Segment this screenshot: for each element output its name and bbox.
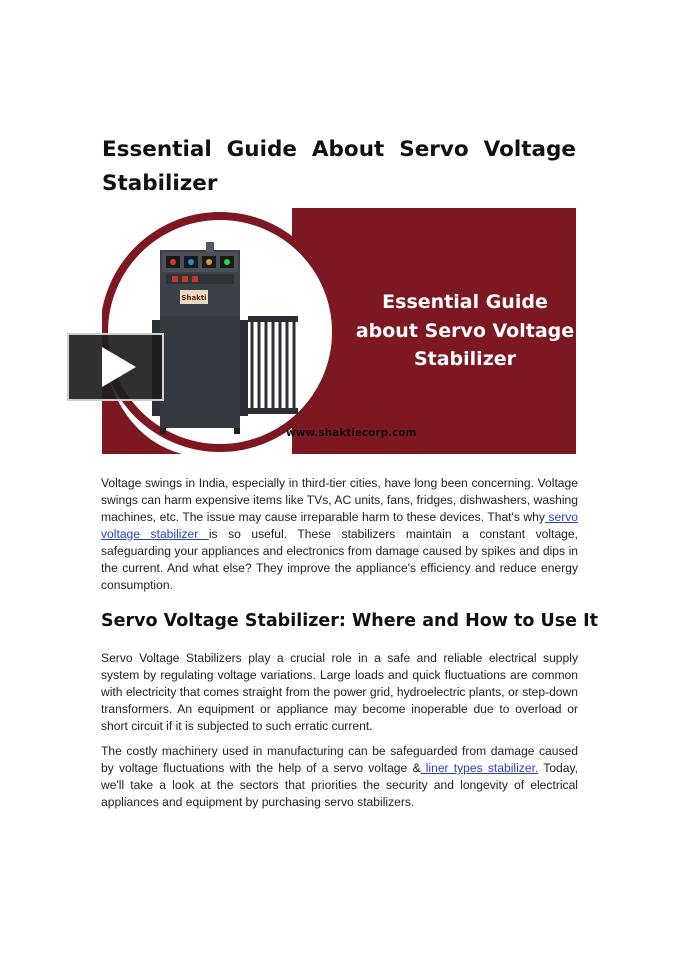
liner-types-stabilizer-link[interactable]: liner types stabilizer.	[420, 761, 539, 775]
machinery-paragraph	[101, 743, 578, 811]
section-heading: Servo Voltage Stabilizer: Where and How to Use It	[101, 611, 598, 631]
machinery-text: The costly machinery used in manufacturing can be safeguarded from damage caused by voltage fluctuations with the help of a servo voltage &	[101, 744, 578, 775]
video-play-button[interactable]	[67, 333, 164, 401]
product-label: Shakti	[181, 294, 207, 302]
banner-title-line: Stabilizer	[413, 348, 517, 370]
machinery-text-continued: Today, we'll take a look at the sectors that priorities the security and longevity of electrical appliances and equipment by purchasing servo stabilizers.	[101, 761, 579, 809]
usage-paragraph: Servo Voltage Stabilizers play a crucial role in a safe and reliable electrical supply system by regulating voltage variations. Large loads and quick fluctuations are common with electricity that comes straight from the power grid, hydroelectric plants, or step-down transformers. An equipment or appliance may become inoperable due to overload or short circuit if it is subjected to such erratic current.	[101, 651, 578, 733]
banner-title-line: about Servo Voltage	[355, 319, 575, 342]
intro-paragraph	[101, 475, 578, 594]
page-title: Essential Guide About Servo Voltage Stabilizer	[102, 137, 576, 196]
intro-text: Voltage swings in India, especially in third-tier cities, have long been concerning. Voltage swings can harm expensive items like TVs, AC units, fans, fridges, dishwashers, washing machines, etc. The issue may cause irreparable harm to these devices. That's why	[101, 476, 578, 524]
banner-image	[102, 208, 576, 454]
intro-text-continued: is so useful. These stabilizers maintain a constant voltage, safeguarding your appliances and electronics from damage caused by spikes and dips in the current. And what else? They improve the appliance's efficiency and reduce energy consumption.	[101, 527, 578, 592]
servo-voltage-stabilizer-link[interactable]: servo voltage stabilizer	[101, 510, 579, 541]
banner-title	[352, 288, 576, 374]
play-icon	[69, 335, 162, 399]
banner-website: www.shaktiecorp.com	[286, 427, 417, 439]
banner-title-line: Essential Guide	[382, 291, 548, 313]
